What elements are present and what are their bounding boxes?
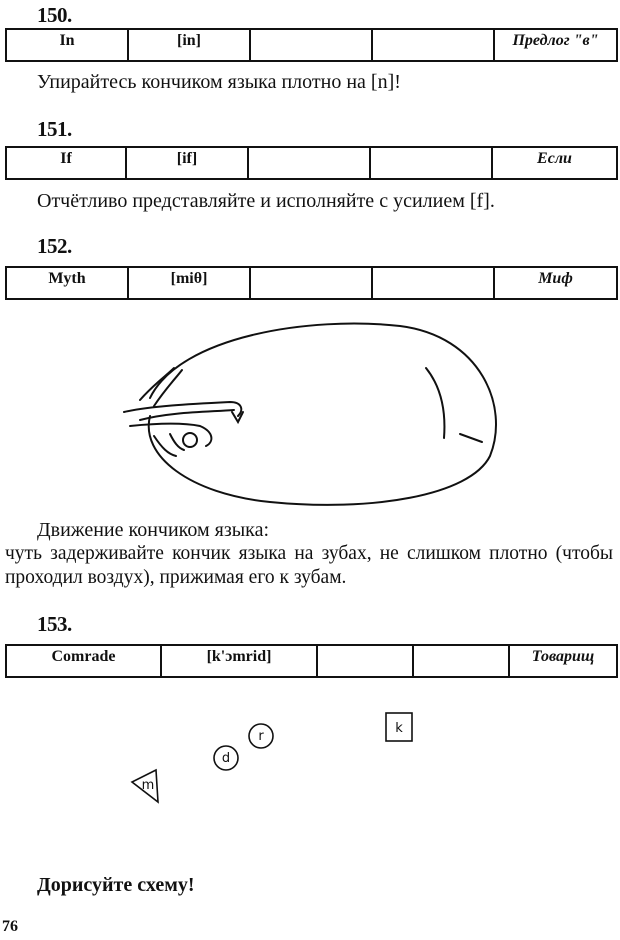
tongue-line: [140, 410, 234, 420]
instruction-text: Дорисуйте схему!: [37, 874, 195, 896]
table-cell-word: In: [6, 29, 128, 61]
table-cell-empty: [250, 29, 372, 61]
table-cell-translation: Миф: [494, 267, 617, 299]
movement-description: чуть задерживайте кончик языка на зубах, не слишком плотно (чтобы проходил воздух), прижимая его к зубам.: [5, 543, 613, 588]
table-cell-empty: [248, 147, 370, 179]
word-table-150: [5, 28, 618, 62]
exercise-number-153: 153.: [37, 612, 72, 636]
table-cell-transcription: [if]: [126, 147, 248, 179]
table-cell-transcription: [in]: [128, 29, 250, 61]
word-table-152: [5, 266, 618, 300]
exercise-note-151: Отчётливо представляйте и исполняйте с усилием [f].: [37, 190, 495, 212]
r-letter: r: [258, 729, 264, 744]
exercise-number-150: 150.: [37, 3, 72, 27]
arrow-head: [232, 412, 243, 422]
exercise-number-151: 151.: [37, 117, 72, 141]
teeth-line: [140, 368, 174, 400]
m-letter: m: [141, 778, 155, 793]
table-cell-empty: [250, 267, 372, 299]
table-cell-empty: [413, 645, 509, 677]
table-cell-empty: [370, 147, 492, 179]
d-letter: d: [221, 751, 231, 766]
table-cell-empty: [372, 267, 494, 299]
table-cell-word: If: [6, 147, 126, 179]
table-cell-translation: Товарищ: [509, 645, 617, 677]
movement-title: Движение кончиком языка:: [37, 519, 270, 541]
table-cell-translation: Предлог "в": [494, 29, 617, 61]
lower-lip: [170, 434, 184, 450]
tongue-movement-illustration: [110, 316, 510, 512]
ear-mark: [426, 368, 444, 438]
tongue-tip-circle: [183, 433, 197, 447]
page-number: 76: [2, 918, 18, 935]
k-letter: k: [395, 721, 403, 736]
table-cell-translation: Если: [492, 147, 617, 179]
table-cell-empty: [317, 645, 413, 677]
sound-scheme: [120, 706, 430, 816]
ear-mark-tick: [460, 434, 482, 442]
exercise-note-150: Упирайтесь кончиком языка плотно на [n]!: [37, 71, 401, 93]
table-cell-word: Comrade: [6, 645, 161, 677]
table-cell-transcription: [k'ɔmrid]: [161, 645, 317, 677]
table-cell-transcription: [miθ]: [128, 267, 250, 299]
word-table-151: [5, 146, 618, 180]
table-cell-word: Myth: [6, 267, 128, 299]
exercise-number-152: 152.: [37, 234, 72, 258]
word-table-153: [5, 644, 618, 678]
table-cell-empty: [372, 29, 494, 61]
